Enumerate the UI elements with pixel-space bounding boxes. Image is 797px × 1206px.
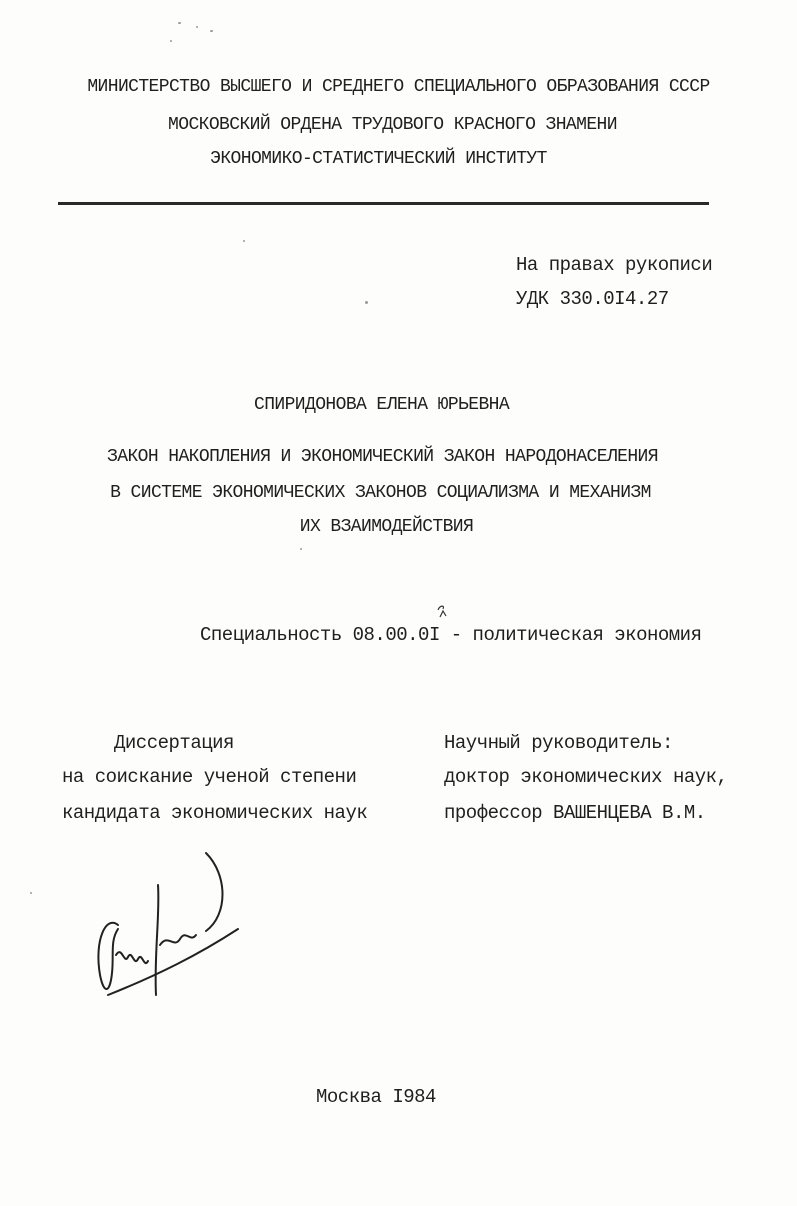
scan-speck [30,892,32,894]
correction-mark-icon [436,604,448,618]
ministry-heading: МИНИСТЕРСТВО ВЫСШЕГО И СРЕДНЕГО СПЕЦИАЛЬНОГО ОБРАЗОВАНИЯ СССР [87,77,710,97]
institute-heading: МОСКОВСКИЙ ОРДЕНА ТРУДОВОГО КРАСНОГО ЗНАМЕНИ [168,115,617,135]
specialty-line: Специальность 08.00.0I - политическая экономия [200,624,702,646]
scan-speck [243,240,245,242]
thesis-title-line3: ИХ ВЗАИМОДЕЙСТВИЯ [299,517,474,537]
scan-speck [170,40,172,42]
header-divider [58,202,709,205]
udc-code: УДК 330.0I4.27 [516,288,669,310]
author-signature [88,845,248,1015]
degree-purpose: на соискание ученой степени [62,766,357,788]
scan-speck [196,26,198,28]
handwritten-correction-mark [436,604,448,621]
degree-name: кандидата экономических наук [62,802,368,824]
dissertation-label: Диссертация [114,732,234,754]
scan-speck [300,548,302,550]
scan-speck [365,301,368,304]
institute-heading-line2: ЭКОНОМИКО-СТАТИСТИЧЕСКИЙ ИНСТИТУТ [210,149,547,169]
advisor-degree: доктор экономических наук, [444,766,728,788]
place-and-year: Москва I984 [316,1086,436,1108]
advisor-label: Научный руководитель: [444,732,673,754]
manuscript-rights: На правах рукописи [516,254,713,276]
thesis-title-line2: В СИСТЕМЕ ЭКОНОМИЧЕСКИХ ЗАКОНОВ СОЦИАЛИЗМА И МЕХАНИЗМ [110,483,651,503]
thesis-title-line1: ЗАКОН НАКОПЛЕНИЯ И ЭКОНОМИЧЕСКИЙ ЗАКОН НАРОДОНАСЕЛЕНИЯ [107,447,658,467]
author-name: СПИРИДОНОВА ЕЛЕНА ЮРЬЕВНА [254,395,510,415]
advisor-name: профессор ВАШЕНЦЕВА В.М. [444,802,706,824]
scan-speck [178,22,181,24]
scan-speck [210,30,213,32]
